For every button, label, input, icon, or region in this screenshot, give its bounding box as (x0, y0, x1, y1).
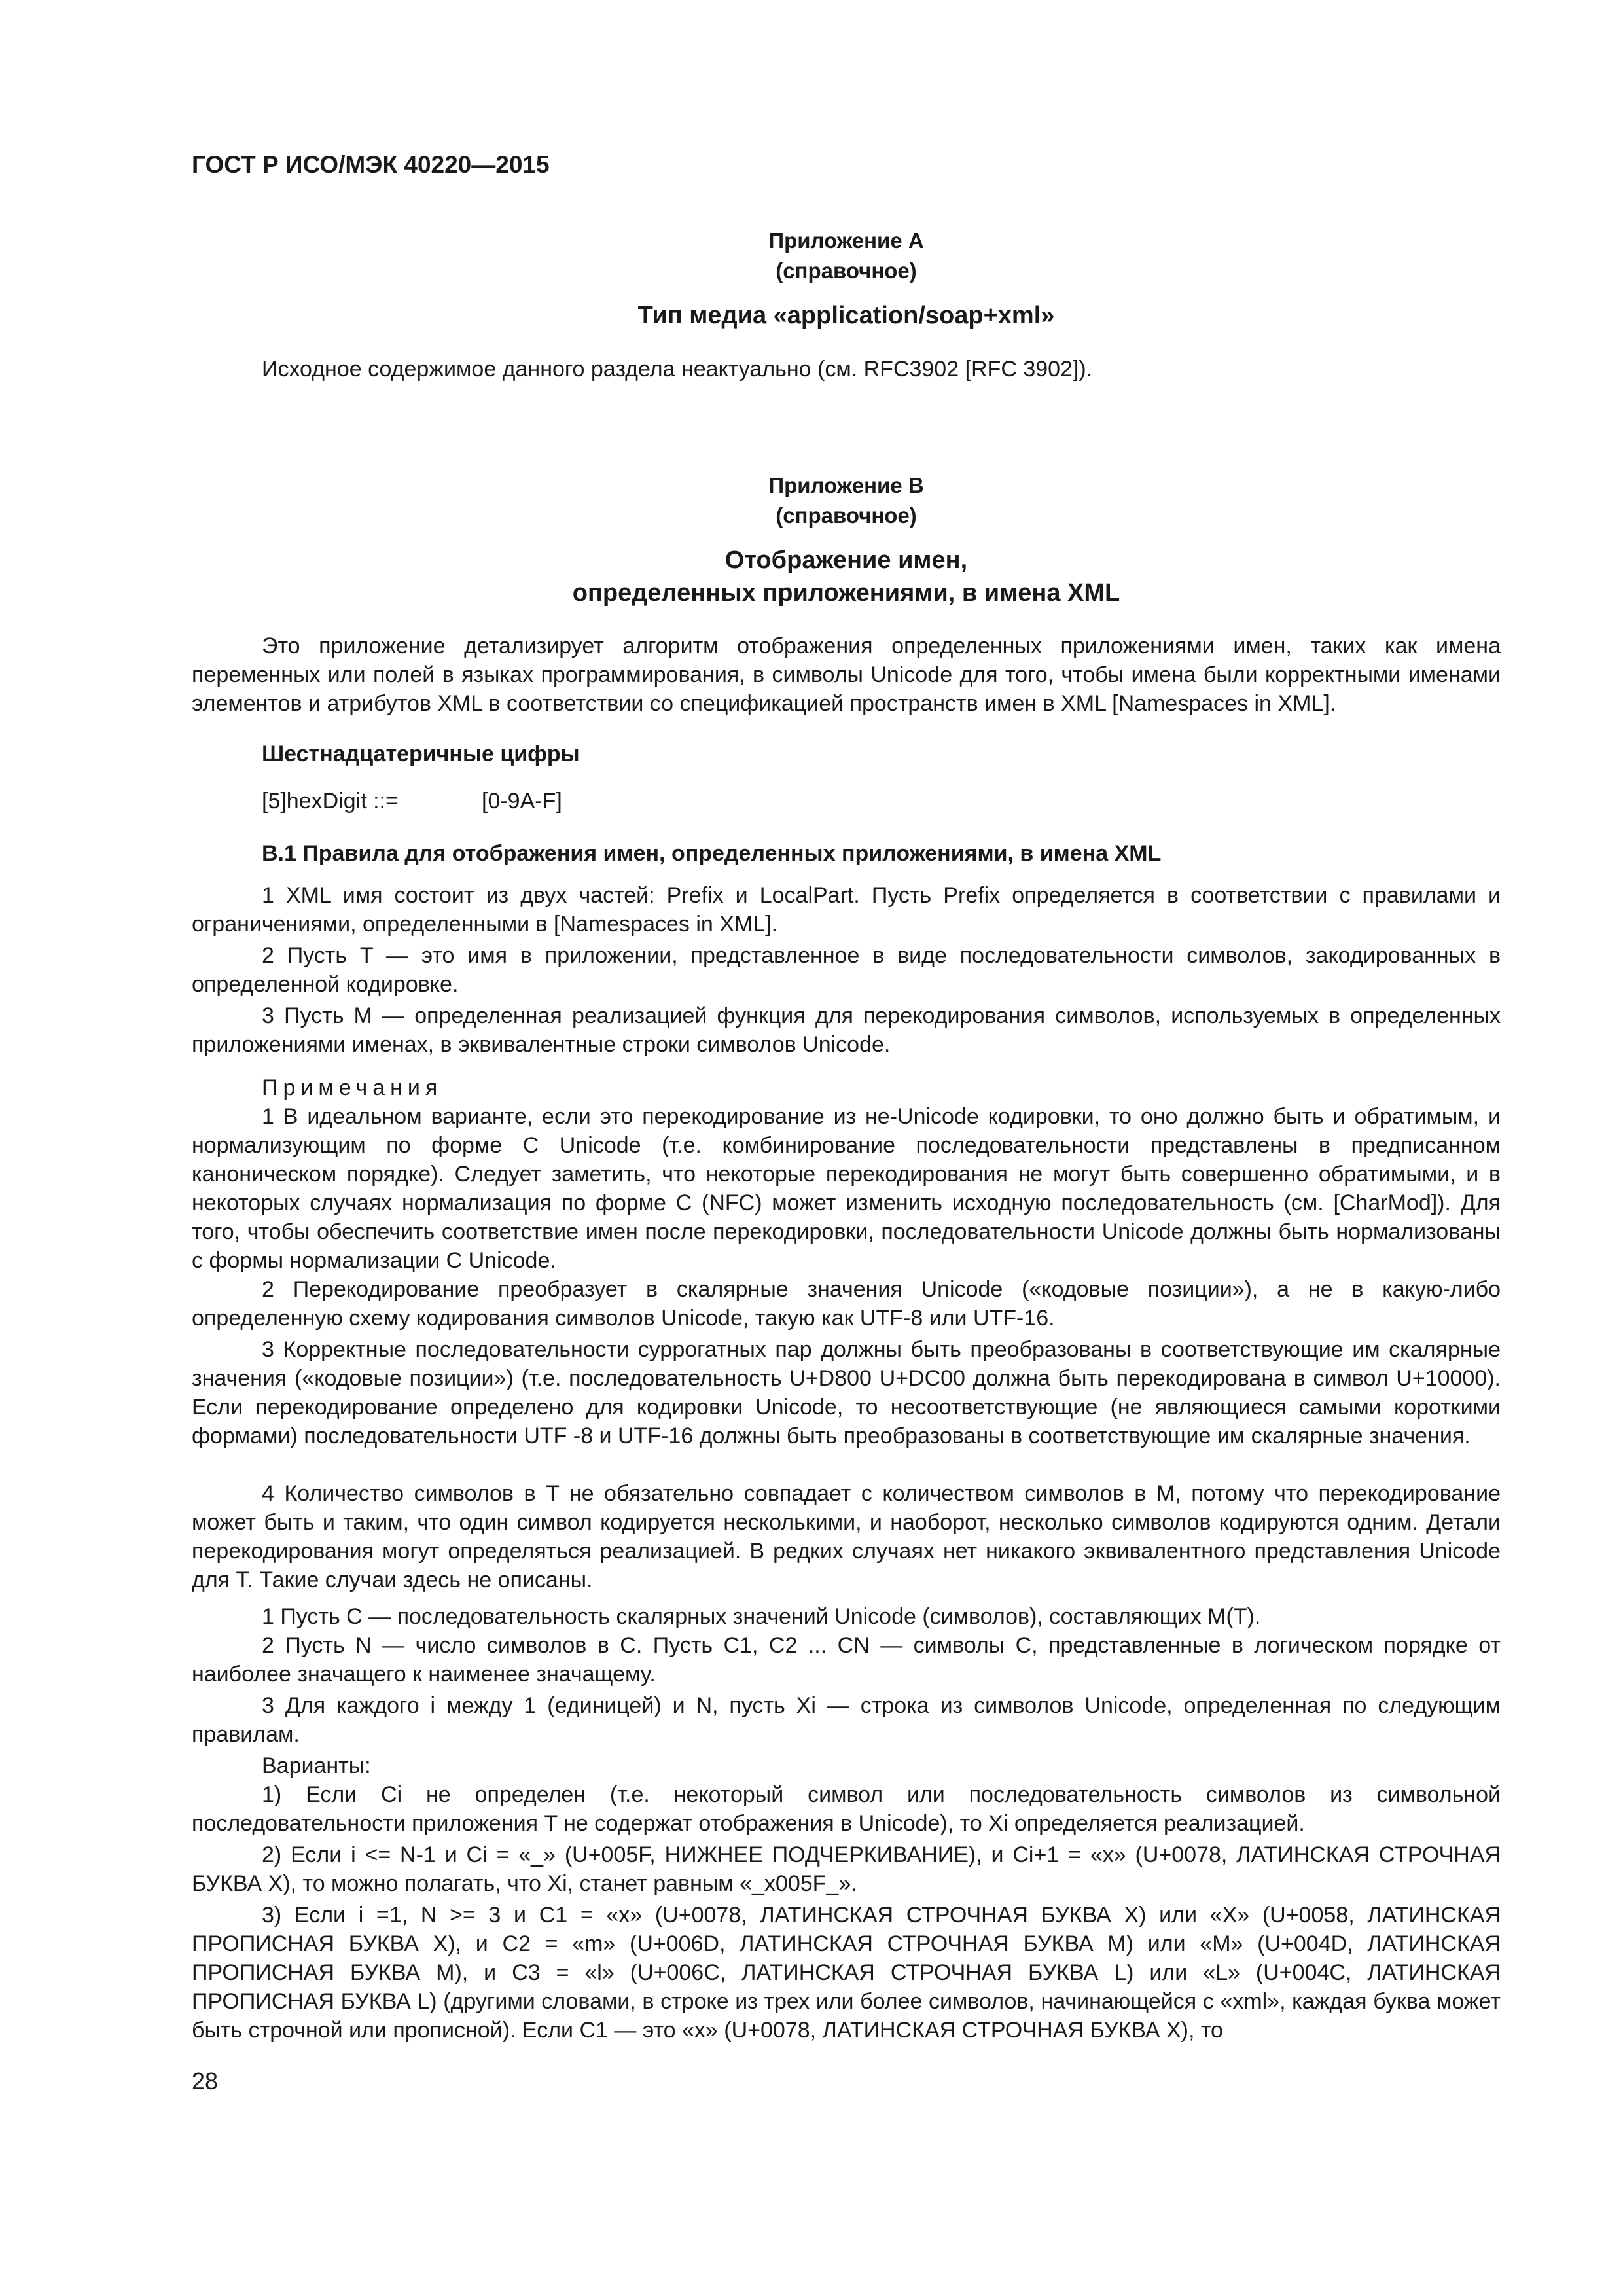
appendix-b-title-line2: определенных приложениями, в имена XML (572, 579, 1120, 607)
note-4: 4 Количество символов в T не обязательно совпадает с количеством символов в M, потому что перекодирование может быть и таким, что один символ кодируется несколькими, и наоборот, несколько символов кодируются одним. Детали перекодирования могут определяться реализацией. В редких случаях нет никакого эквивалентного представления Unicode для T. Такие случаи здесь не описаны. (192, 1481, 1501, 1592)
variant-3: 3) Если i =1, N >= 3 и C1 = «x» (U+0078, ЛАТИНСКАЯ СТРОЧНАЯ БУКВА X) или «X» (U+0058, ЛАТИНСКАЯ ПРОПИСНАЯ БУКВА X), и C2 = «m» (U+006D, ЛАТИНСКАЯ СТРОЧНАЯ БУКВА M) или «M» (U+004D, ЛАТИНСКАЯ ПРОПИСНАЯ БУКВА M), и C3 = «l» (U+006C, ЛАТИНСКАЯ СТРОЧНАЯ БУКВА L) или «L» (U+004C, ЛАТИНСКАЯ ПРОПИСНАЯ БУКВА L) (другими словами, в строке из трех или более символов, начинающейся с «xml», каждая буква может быть строчной или прописной). Если C1 — это «x» (U+0078, ЛАТИНСКАЯ СТРОЧНАЯ БУКВА X), то (192, 1903, 1501, 2043)
appendix-b-title-line1: Отображение имен, (724, 547, 968, 574)
rule-2: 2 Пусть T — это имя в приложении, представленное в виде последовательности символов, закодированных в определенной кодировке. (192, 943, 1501, 997)
section-b1-title: В.1 Правила для отображения имен, определенных приложениями, в имена XML (262, 841, 1162, 866)
standard-header: ГОСТ Р ИСО/МЭК 40220—2015 (192, 151, 550, 178)
appendix-b-label: Приложение В (768, 473, 924, 497)
rule-3: 3 Пусть M — определенная реализацией функция для перекодирования символов, используемых в определенных приложениями именах, в эквивалентные строки символов Unicode. (192, 1003, 1501, 1057)
step-2: 2 Пусть N — число символов в C. Пусть C1, C2 ... CN — символы C, представленные в логическом порядке от наиболее значащего к наименее значащему. (192, 1633, 1501, 1687)
hex-rule-value: [0-9A-F] (482, 789, 562, 814)
page-number: 28 (192, 2068, 219, 2094)
variant-1: 1) Если Ci не определен (т.е. некоторый символ или последовательность символов из символьной последовательности приложения T не содержат отображения в Unicode), то Xi определяется реализацией. (192, 1782, 1501, 1836)
appendix-a-label: Приложение А (768, 228, 924, 253)
appendix-b-status: (справочное) (776, 503, 917, 528)
note-1: 1 В идеальном варианте, если это перекодирование из не-Unicode кодировки, то оно должно быть и обратимым, и нормализующим по форме С Unicode (т.е. комбинирование последовательности представлены в предписанном каноническом порядке). Следует заметить, что некоторые перекодирования не могут быть совершенно обратимыми, и в некоторых случаях нормализация по форме С (NFC) может изменить исходную последовательность (см. [CharMod]). Для того, чтобы обеспечить соответствие имен после перекодировки, последовательности Unicode должны быть нормализованы с формы нормализации С Unicode. (192, 1104, 1501, 1273)
variants-label: Варианты: (262, 1753, 371, 1778)
hex-rule-name: [5]hexDigit ::= (262, 789, 399, 814)
appendix-a-text: Исходное содержимое данного раздела неактуально (см. RFC3902 [RFC 3902]). (262, 357, 1093, 382)
rule-1: 1 XML имя состоит из двух частей: Prefix и LocalPart. Пусть Prefix определяется в соответствии с правилами и ограничениями, определенными в [Namespaces in XML]. (192, 883, 1501, 937)
step-1: 1 Пусть C — последовательность скалярных значений Unicode (символов), составляющих M(T). (262, 1604, 1261, 1629)
appendix-a-status: (справочное) (776, 259, 917, 283)
appendix-a-title: Тип медиа «application/soap+xml» (637, 302, 1055, 329)
step-3: 3 Для каждого i между 1 (единицей) и N, пусть Xi — строка из символов Unicode, определенная по следующим правилам. (192, 1693, 1501, 1747)
note-2: 2 Перекодирование преобразует в скалярные значения Unicode («кодовые позиции»), а не в какую-либо определенную схему кодирования символов Unicode, такую как UTF-8 или UTF-16. (192, 1277, 1501, 1331)
appendix-b-intro: Это приложение детализирует алгоритм отображения определенных приложениями имен, таких как имена переменных или полей в языках программирования, в символы Unicode для того, чтобы имена были корректными именами элементов и атрибутов XML в соответствии со спецификацией пространств имен в XML [Namespaces in XML]. (192, 634, 1501, 716)
hex-digits-heading: Шестнадцатеричные цифры (262, 742, 580, 766)
note-3: 3 Корректные последовательности суррогатных пар должны быть преобразованы в соответствующие им скалярные значения («кодовые позиции») (т.е. последовательность U+D800 U+DC00 должна быть перекодирована в символ U+10000). Если перекодирование определено для кодировки Unicode, то несоответствующие (не являющиеся самыми короткими формами) последовательности UTF -8 и UTF-16 должны быть преобразованы в соответствующие им скалярные значения. (192, 1337, 1501, 1448)
variant-2: 2) Если i <= N-1 и Ci = «_» (U+005F, НИЖНЕЕ ПОДЧЕРКИВАНИЕ), и Ci+1 = «x» (U+0078, ЛАТИНСКАЯ СТРОЧНАЯ БУКВА X), то можно полагать, что Xi, станет равным «_x005F_». (192, 1842, 1501, 1896)
notes-heading: Примечания (262, 1075, 443, 1100)
